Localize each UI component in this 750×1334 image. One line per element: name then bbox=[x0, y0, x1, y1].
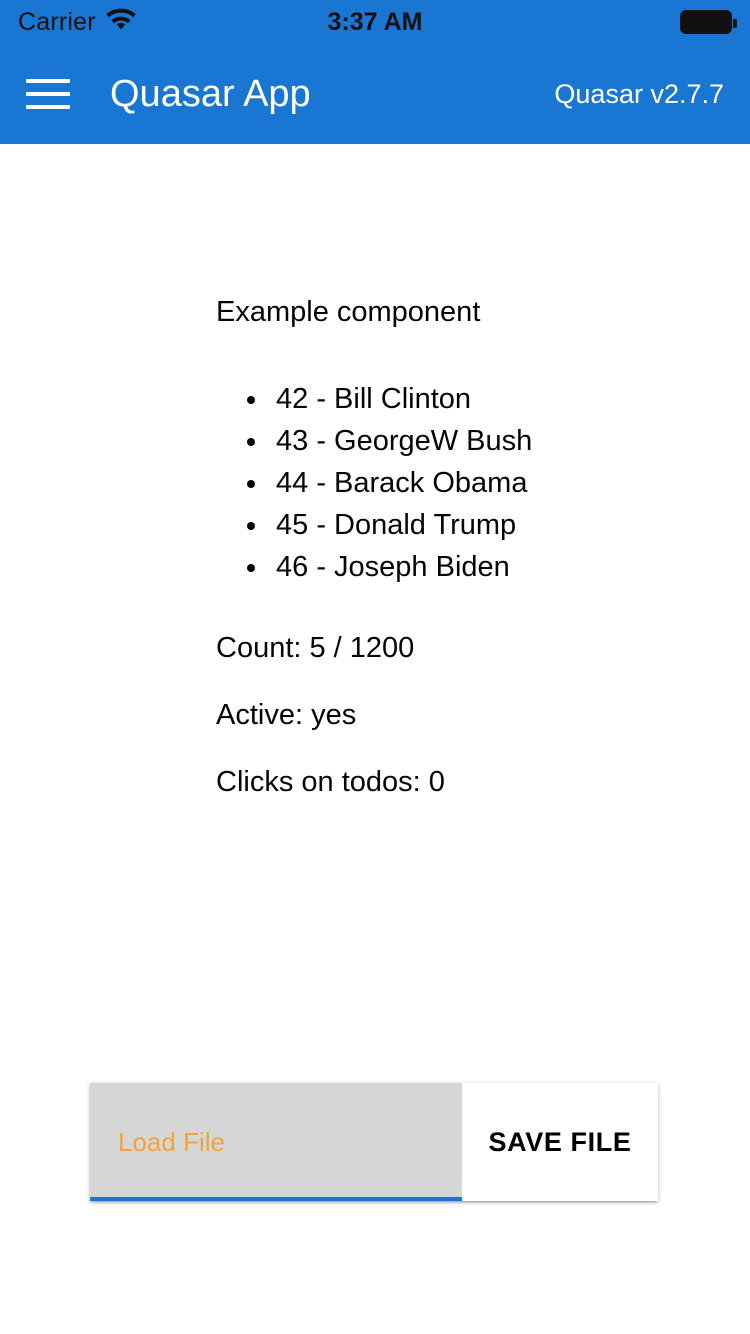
hamburger-menu-icon[interactable] bbox=[26, 66, 82, 122]
example-component bbox=[0, 144, 750, 799]
page-container bbox=[0, 144, 750, 1334]
list-item[interactable]: • 45 - Donald Trump bbox=[270, 504, 750, 546]
app-toolbar bbox=[0, 44, 750, 144]
component-title: Example component bbox=[216, 296, 481, 328]
wifi-icon bbox=[106, 8, 136, 37]
quasar-version-label: Quasar v2.7.7 bbox=[554, 78, 724, 109]
load-file-label: Load File bbox=[118, 1126, 225, 1157]
menu-bar-1 bbox=[26, 79, 70, 83]
list-item[interactable]: • 43 - GeorgeW Bush bbox=[270, 420, 750, 462]
menu-bar-2 bbox=[26, 92, 70, 96]
app-title: Quasar App bbox=[110, 72, 311, 115]
active-label: Active: yes bbox=[216, 698, 357, 731]
input-underline bbox=[90, 1197, 462, 1201]
clicks-label: Clicks on todos: 0 bbox=[216, 765, 445, 798]
battery-full-icon bbox=[680, 10, 732, 34]
todo-list bbox=[216, 378, 750, 588]
count-label: Count: 5 / 1200 bbox=[216, 631, 415, 664]
menu-bar-3 bbox=[26, 105, 70, 109]
load-file-input[interactable] bbox=[90, 1083, 462, 1201]
status-bar bbox=[0, 0, 750, 44]
carrier-label: Carrier bbox=[18, 7, 96, 36]
status-bar-right bbox=[680, 10, 732, 34]
list-item[interactable]: • 42 - Bill Clinton bbox=[270, 378, 750, 420]
status-bar-left bbox=[18, 8, 136, 37]
file-controls bbox=[90, 1083, 658, 1201]
save-file-button[interactable]: SAVE FILE bbox=[462, 1083, 658, 1201]
list-item[interactable]: • 44 - Barack Obama bbox=[270, 462, 750, 504]
status-bar-time: 3:37 AM bbox=[327, 7, 423, 36]
list-item[interactable]: • 46 - Joseph Biden bbox=[270, 546, 750, 588]
